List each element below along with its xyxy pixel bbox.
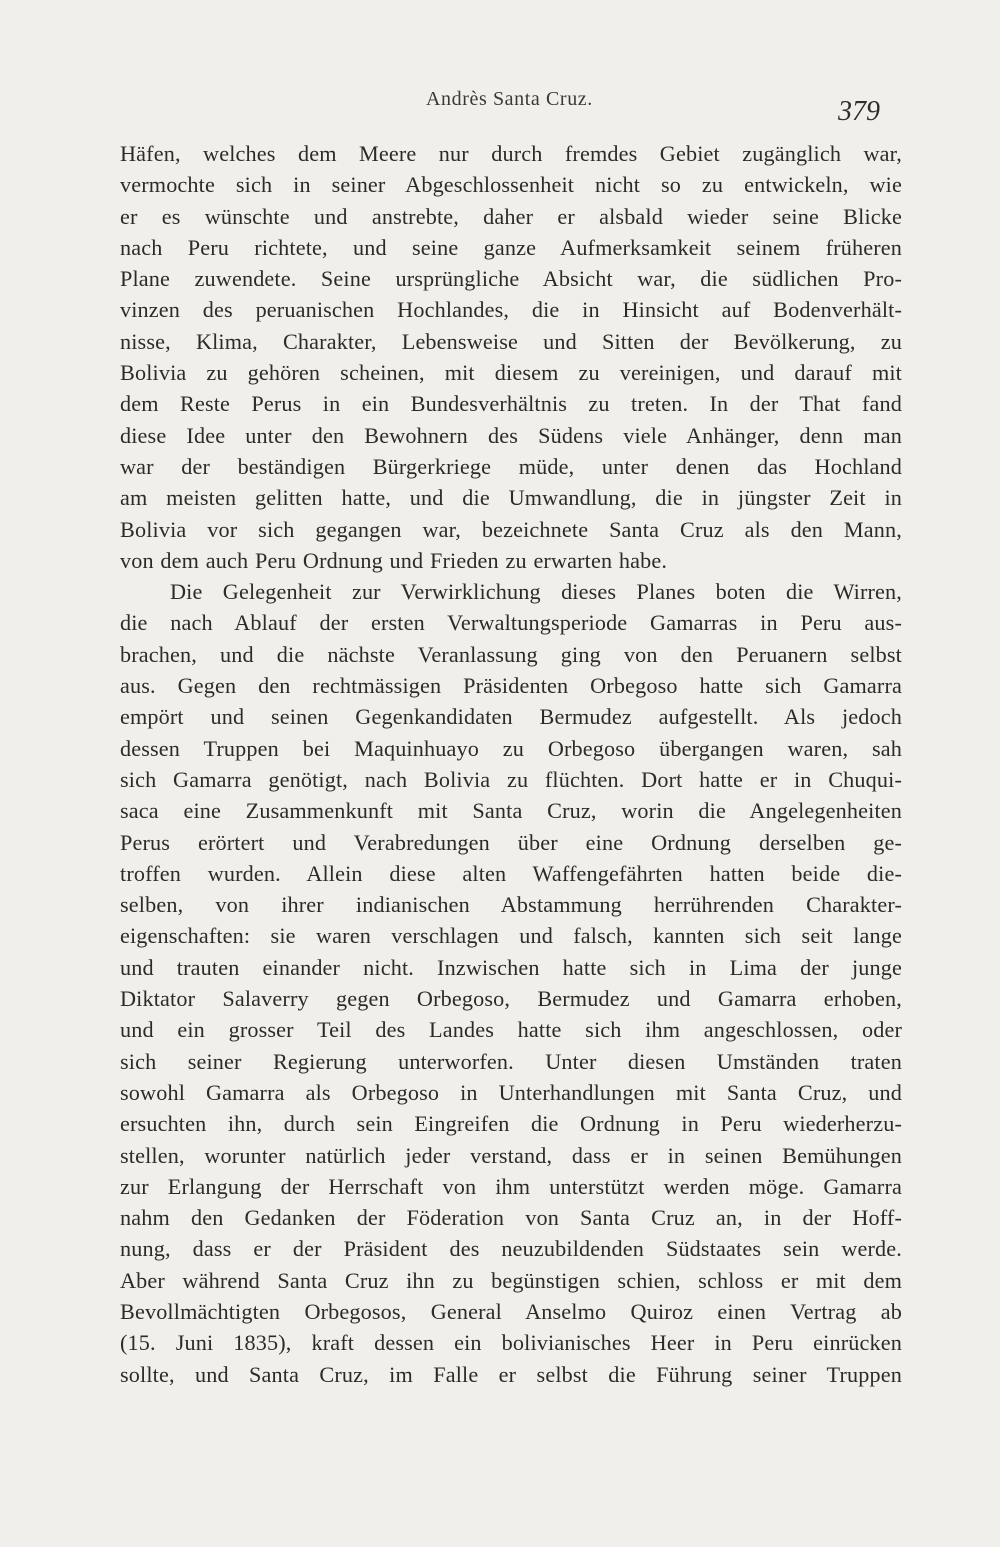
text-line: Häfen, welches dem Meere nur durch fremdes Gebiet zugänglich war, bbox=[120, 141, 902, 166]
text-line: ersuchten ihn, durch sein Eingreifen die Ordnung in Peru wiederherzu- bbox=[120, 1111, 902, 1137]
text-line: vermochte sich in seiner Abgeschlossenheit nicht so zu entwickeln, wie bbox=[120, 172, 902, 198]
text-line: nisse, Klima, Charakter, Lebensweise und Sitten der Bevölkerung, zu bbox=[120, 328, 902, 354]
text-line: und ein grosser Teil des Landes hatte sich ihm angeschlossen, oder bbox=[120, 1017, 902, 1043]
text-line-paragraph-start: Die Gelegenheit zur Verwirklichung dieses Planes boten die Wirren, bbox=[170, 579, 902, 605]
page-number: 379 bbox=[838, 96, 880, 127]
text-line: nahm den Gedanken der Föderation von Santa Cruz an, in der Hoff- bbox=[120, 1205, 902, 1231]
text-line: diese Idee unter den Bewohnern des Südens viele Anhänger, denn man bbox=[120, 422, 902, 448]
text-line: aus. Gegen den rechtmässigen Präsidenten Orbegoso hatte sich Gamarra bbox=[120, 673, 902, 699]
text-line-paragraph-end: von dem auch Peru Ordnung und Frieden zu erwarten habe. bbox=[120, 547, 668, 573]
text-line: Plane zuwendete. Seine ursprüngliche Absicht war, die südlichen Pro- bbox=[120, 266, 902, 292]
text-line: am meisten gelitten hatte, und die Umwandlung, die in jüngster Zeit in bbox=[120, 485, 902, 511]
text-line: Bolivia vor sich gegangen war, bezeichnete Santa Cruz als den Mann, bbox=[120, 516, 902, 542]
text-line: sowohl Gamarra als Orbegoso in Unterhandlungen mit Santa Cruz, und bbox=[120, 1079, 902, 1105]
text-line: Diktator Salaverry gegen Orbegoso, Bermudez und Gamarra erhoben, bbox=[120, 986, 902, 1012]
text-line: troffen wurden. Allein diese alten Waffengefährten hatten beide die- bbox=[120, 860, 902, 886]
text-line: zur Erlangung der Herrschaft von ihm unterstützt werden möge. Gamarra bbox=[120, 1173, 902, 1199]
text-line: sich seiner Regierung unterworfen. Unter diesen Umständen traten bbox=[120, 1048, 902, 1074]
text-line: nung, dass er der Präsident des neuzubildenden Südstaates sein werde. bbox=[120, 1236, 902, 1262]
text-line: saca eine Zusammenkunft mit Santa Cruz, worin die Angelegenheiten bbox=[120, 798, 902, 824]
text-line: vinzen des peruanischen Hochlandes, die in Hinsicht auf Bodenverhält- bbox=[120, 297, 902, 323]
text-line: brachen, und die nächste Veranlassung ging von den Peruanern selbst bbox=[120, 641, 902, 667]
text-line: stellen, worunter natürlich jeder verstand, dass er in seinen Bemühungen bbox=[120, 1142, 902, 1168]
text-line: Bevollmächtigten Orbegosos, General Anselmo Quiroz einen Vertrag ab bbox=[120, 1298, 902, 1324]
running-title: Andrès Santa Cruz. bbox=[426, 88, 593, 110]
text-line: (15. Juni 1835), kraft dessen ein bolivianisches Heer in Peru einrücken bbox=[120, 1330, 902, 1356]
text-line: dessen Truppen bei Maquinhuayo zu Orbegoso übergangen waren, sah bbox=[120, 735, 902, 761]
text-line: sollte, und Santa Cruz, im Falle er selbst die Führung seiner Truppen bbox=[120, 1361, 902, 1387]
text-line: er es wünschte und anstrebte, daher er alsbald wieder seine Blicke bbox=[120, 203, 902, 229]
text-line: nach Peru richtete, und seine ganze Aufmerksamkeit seinem früheren bbox=[120, 234, 902, 260]
body-text bbox=[120, 138, 902, 1390]
running-head bbox=[0, 88, 1000, 127]
text-line: die nach Ablauf der ersten Verwaltungsperiode Gamarras in Peru aus- bbox=[120, 610, 902, 636]
text-line: sich Gamarra genötigt, nach Bolivia zu flüchten. Dort hatte er in Chuqui- bbox=[120, 766, 902, 792]
text-line: selben, von ihrer indianischen Abstammung herrührenden Charakter- bbox=[120, 892, 902, 918]
text-line: Aber während Santa Cruz ihn zu begünstigen schien, schloss er mit dem bbox=[120, 1267, 902, 1293]
text-line: dem Reste Perus in ein Bundesverhältnis zu treten. In der That fand bbox=[120, 391, 902, 417]
text-line: empört und seinen Gegenkandidaten Bermudez aufgestellt. Als jedoch bbox=[120, 704, 902, 730]
text-line: eigenschaften: sie waren verschlagen und falsch, kannten sich seit lange bbox=[120, 923, 902, 949]
text-line: und trauten einander nicht. Inzwischen hatte sich in Lima der junge bbox=[120, 954, 902, 980]
text-line: Bolivia zu gehören scheinen, mit diesem zu vereinigen, und darauf mit bbox=[120, 360, 902, 386]
text-line: war der beständigen Bürgerkriege müde, unter denen das Hochland bbox=[120, 453, 902, 479]
text-line: Perus erörtert und Verabredungen über eine Ordnung derselben ge- bbox=[120, 829, 902, 855]
